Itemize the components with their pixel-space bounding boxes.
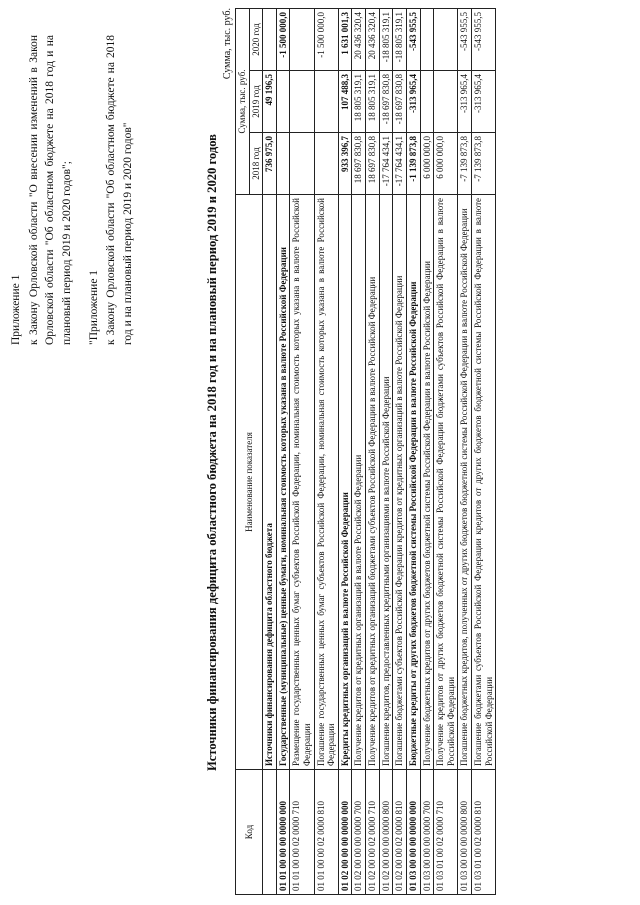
cell-2019: 18 805 319,1 — [352, 71, 366, 133]
cell-2019: -313 965,4 — [458, 71, 472, 133]
appendix-block — [8, 35, 137, 345]
cell-2018: -1 139 873,8 — [406, 133, 420, 195]
cell-2020: 20 436 320,4 — [366, 9, 380, 71]
cell-2020 — [434, 9, 458, 71]
cell-2019: -313 965,4 — [406, 71, 420, 133]
cell-name: Получение кредитов от других бюджетов бюджетной системы Российской Федерации бюджетами субъектов Российской Федерации в валюте Российской Федерации — [434, 195, 458, 770]
cell-name: Получение кредитов от кредитных организаций в валюте Российской Федерации — [352, 195, 366, 770]
table-row — [393, 9, 407, 895]
cell-2018: 736 975,0 — [263, 133, 277, 195]
cell-code: 01 02 00 00 02 0000 810 — [393, 770, 407, 895]
table-row — [420, 9, 434, 895]
table-row — [263, 9, 277, 895]
cell-2018: 933 396,7 — [338, 133, 352, 195]
cell-code: 01 02 00 00 00 0000 000 — [338, 770, 352, 895]
table-row — [290, 9, 314, 895]
cell-code: 01 03 00 00 00 0000 000 — [406, 770, 420, 895]
cell-name: Государственные (муниципальные) ценные бумаги, номинальная стоимость которых указана в валюте Российской Федерации — [276, 195, 290, 770]
cell-2018: 18 697 830,8 — [366, 133, 380, 195]
cell-name: Размещение государственных ценных бумаг субъектов Российской Федерации, номинальная стоимость которых указана в валюте Российской Федерации — [290, 195, 314, 770]
cell-code: 01 01 00 00 02 0000 810 — [314, 770, 338, 895]
cell-2020 — [263, 9, 277, 71]
cell-2020: -1 500 000,0 — [276, 9, 290, 71]
cell-2018: 6 000 000,0 — [434, 133, 458, 195]
cell-code: 01 01 00 00 00 0000 000 — [276, 770, 290, 895]
cell-2019: 18 805 319,1 — [366, 71, 380, 133]
sources-table — [235, 8, 496, 895]
cell-name: Источники финансирования дефицита областного бюджета — [263, 195, 277, 770]
appendix-text: к Закону Орловской области "О внесении изменений в Закон Орловской области "Об областном бюджете на 2018 год и на плановый период 2019 и 2020 годов"; — [27, 35, 74, 345]
cell-2018: -17 764 434,1 — [393, 133, 407, 195]
table-body — [263, 9, 496, 895]
page-title: Источники финансирования дефицита областного бюджета на 2018 год и на плановый период 2019 и 2020 годов — [205, 134, 219, 771]
cell-name: Погашение бюджетами субъектов Российской Федерации кредитов от других бюджетов бюджетной системы Российской Федерации в валюте Российской Федерации — [471, 195, 495, 770]
cell-2018: -7 139 873,8 — [458, 133, 472, 195]
header-year-2018: 2018 год — [249, 133, 263, 195]
cell-2018: 18 697 830,8 — [352, 133, 366, 195]
cell-2018 — [314, 133, 338, 195]
cell-name: Бюджетные кредиты от других бюджетов бюджетной системы Российской Федерации в валюте Российской Федерации — [406, 195, 420, 770]
cell-name: Получение кредитов от кредитных организаций бюджетами субъектов Российской Федерации в валюте Российской Федерации — [366, 195, 380, 770]
cell-2019 — [434, 71, 458, 133]
cell-2019 — [276, 71, 290, 133]
cell-2020: -18 805 319,1 — [393, 9, 407, 71]
table-row — [471, 9, 495, 895]
cell-2020: -18 805 319,1 — [379, 9, 393, 71]
cell-2019 — [314, 71, 338, 133]
cell-2020: -543 955,5 — [406, 9, 420, 71]
cell-2020: 1 631 001,3 — [338, 9, 352, 71]
cell-2018 — [276, 133, 290, 195]
appendix-quoted-title: "Приложение 1 — [87, 269, 100, 345]
cell-2019: -18 697 830,8 — [393, 71, 407, 133]
header-amount: Сумма, тыс. руб. — [236, 9, 250, 195]
cell-2020 — [290, 9, 314, 71]
cell-2018 — [290, 133, 314, 195]
cell-2018: -7 139 873,8 — [471, 133, 495, 195]
cell-code: 01 02 00 00 00 0000 800 — [379, 770, 393, 895]
cell-name: Погашение бюджетами субъектов Российской Федерации кредитов от кредитных организаций в валюте Российской Федерации — [393, 195, 407, 770]
cell-code: 01 03 00 00 00 0000 800 — [458, 770, 472, 895]
cell-2019: 107 488,3 — [338, 71, 352, 133]
appendix-quoted-text: к Закону Орловской области "Об областном бюджете на 2018 год и на плановый период 2019 и 2020 годов" — [105, 35, 135, 345]
cell-2019 — [420, 71, 434, 133]
cell-code — [263, 770, 277, 895]
cell-code: 01 02 00 00 02 0000 710 — [366, 770, 380, 895]
table-row — [338, 9, 352, 895]
cell-code: 01 01 00 00 02 0000 710 — [290, 770, 314, 895]
cell-2019: -313 965,4 — [471, 71, 495, 133]
cell-2019: -18 697 830,8 — [379, 71, 393, 133]
cell-2018: -17 764 434,1 — [379, 133, 393, 195]
cell-2018: 6 000 000,0 — [420, 133, 434, 195]
cell-2020: -1 500 000,0 — [314, 9, 338, 71]
cell-code: 01 03 01 00 02 0000 810 — [471, 770, 495, 895]
spacer — [76, 35, 86, 345]
table-row — [366, 9, 380, 895]
cell-code: 01 03 01 00 02 0000 710 — [434, 770, 458, 895]
cell-name: Кредиты кредитных организаций в валюте Российской Федерации — [338, 195, 352, 770]
table-row — [379, 9, 393, 895]
cell-name: Погашение кредитов, предоставленных кредитными организациями в валюте Российской Федерации — [379, 195, 393, 770]
table-row — [406, 9, 420, 895]
table-row — [434, 9, 458, 895]
header-year-2020: 2020 год — [249, 9, 263, 71]
appendix-title: Приложение 1 — [10, 274, 22, 345]
cell-2019 — [290, 71, 314, 133]
cell-2020: -543 955,5 — [458, 9, 472, 71]
cell-2020: -543 955,5 — [471, 9, 495, 71]
cell-code: 01 02 00 00 00 0000 700 — [352, 770, 366, 895]
header-name: Наименование показателя — [236, 195, 263, 770]
cell-code: 01 03 00 00 00 0000 700 — [420, 770, 434, 895]
cell-2020 — [420, 9, 434, 71]
units-label: Сумма, тыс. руб. — [222, 8, 233, 80]
table-row — [458, 9, 472, 895]
cell-2020: 20 436 320,4 — [352, 9, 366, 71]
cell-name: Получение бюджетных кредитов от других бюджетов бюджетной системы Российской Федерации в валюте Российской Федерации — [420, 195, 434, 770]
cell-2019: 49 196,5 — [263, 71, 277, 133]
cell-name: Погашение государственных ценных бумаг субъектов Российской Федерации, номинальная стоимость которых указана в валюте Российской Федерации — [314, 195, 338, 770]
table-row — [314, 9, 338, 895]
cell-name: Погашение бюджетных кредитов, полученных от других бюджетов бюджетной системы Российской Федерации в валюте Российской Федерации — [458, 195, 472, 770]
header-year-2019: 2019 год — [249, 71, 263, 133]
header-code: Код — [236, 770, 263, 895]
table-row — [352, 9, 366, 895]
table-row — [276, 9, 290, 895]
